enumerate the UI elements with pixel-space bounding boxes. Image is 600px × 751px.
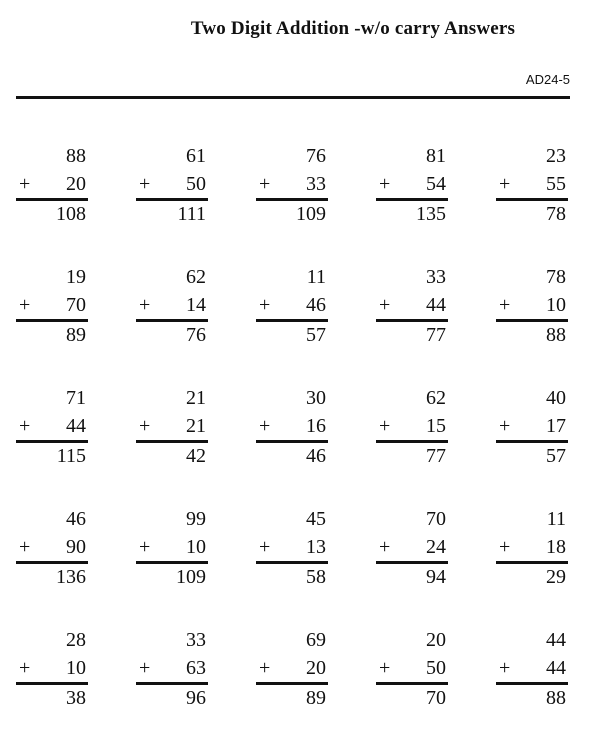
addend-bottom: 14 bbox=[186, 294, 206, 316]
addend-top: 70 bbox=[426, 508, 446, 530]
addend-top: 81 bbox=[426, 145, 446, 167]
addend-top: 45 bbox=[306, 508, 326, 530]
problem-19 bbox=[376, 505, 448, 590]
addend-bottom: 21 bbox=[186, 415, 206, 437]
addend-top: 69 bbox=[306, 629, 326, 651]
answer: 78 bbox=[546, 203, 566, 225]
plus-sign: + bbox=[259, 415, 271, 437]
problem-11 bbox=[16, 384, 88, 469]
addend-top: 44 bbox=[546, 629, 566, 651]
plus-sign: + bbox=[379, 536, 391, 558]
worksheet-title: Two Digit Addition -w/o carry Answers bbox=[190, 18, 516, 39]
addend-bottom: 10 bbox=[66, 657, 86, 679]
plus-sign: + bbox=[19, 173, 31, 195]
addend-bottom: 55 bbox=[546, 173, 566, 195]
addend-top: 11 bbox=[546, 508, 566, 530]
addend-top: 28 bbox=[66, 629, 86, 651]
header-divider bbox=[16, 96, 570, 99]
addend-bottom: 50 bbox=[186, 173, 206, 195]
addend-top: 62 bbox=[426, 387, 446, 409]
plus-sign: + bbox=[139, 294, 151, 316]
problem-3 bbox=[256, 142, 328, 227]
plus-sign: + bbox=[259, 294, 271, 316]
plus-sign: + bbox=[499, 536, 511, 558]
plus-sign: + bbox=[499, 415, 511, 437]
problem-18 bbox=[256, 505, 328, 590]
addend-bottom: 10 bbox=[186, 536, 206, 558]
addend-bottom: 10 bbox=[546, 294, 566, 316]
addend-top: 76 bbox=[306, 145, 326, 167]
addend-top: 30 bbox=[306, 387, 326, 409]
answer: 58 bbox=[306, 566, 326, 588]
addend-top: 11 bbox=[306, 266, 326, 288]
answer: 135 bbox=[416, 203, 446, 225]
answer: 57 bbox=[546, 445, 566, 467]
addend-bottom: 20 bbox=[66, 173, 86, 195]
problem-24 bbox=[376, 626, 448, 711]
problem-15 bbox=[496, 384, 568, 469]
plus-sign: + bbox=[139, 536, 151, 558]
addend-bottom: 44 bbox=[546, 657, 566, 679]
answer: 76 bbox=[186, 324, 206, 346]
addend-bottom: 54 bbox=[426, 173, 446, 195]
answer: 136 bbox=[56, 566, 86, 588]
answer: 89 bbox=[66, 324, 86, 346]
addend-top: 20 bbox=[426, 629, 446, 651]
problem-20 bbox=[496, 505, 568, 590]
problem-23 bbox=[256, 626, 328, 711]
addend-top: 88 bbox=[66, 145, 86, 167]
problem-10 bbox=[496, 263, 568, 348]
addend-top: 23 bbox=[546, 145, 566, 167]
addend-bottom: 13 bbox=[306, 536, 326, 558]
addend-top: 99 bbox=[186, 508, 206, 530]
answer: 29 bbox=[546, 566, 566, 588]
addend-bottom: 50 bbox=[426, 657, 446, 679]
plus-sign: + bbox=[259, 536, 271, 558]
plus-sign: + bbox=[379, 173, 391, 195]
answer: 77 bbox=[426, 445, 446, 467]
addend-bottom: 44 bbox=[66, 415, 86, 437]
answer: 109 bbox=[176, 566, 206, 588]
addend-bottom: 33 bbox=[306, 173, 326, 195]
addend-top: 71 bbox=[66, 387, 86, 409]
problem-17 bbox=[136, 505, 208, 590]
plus-sign: + bbox=[379, 415, 391, 437]
answer: 46 bbox=[306, 445, 326, 467]
addend-top: 61 bbox=[186, 145, 206, 167]
addend-bottom: 46 bbox=[306, 294, 326, 316]
addend-bottom: 17 bbox=[546, 415, 566, 437]
answer: 109 bbox=[296, 203, 326, 225]
answer: 57 bbox=[306, 324, 326, 346]
problem-12 bbox=[136, 384, 208, 469]
addend-top: 62 bbox=[186, 266, 206, 288]
plus-sign: + bbox=[139, 657, 151, 679]
plus-sign: + bbox=[19, 294, 31, 316]
addend-bottom: 18 bbox=[546, 536, 566, 558]
plus-sign: + bbox=[499, 657, 511, 679]
answer: 108 bbox=[56, 203, 86, 225]
answer: 94 bbox=[426, 566, 446, 588]
plus-sign: + bbox=[379, 294, 391, 316]
answer: 88 bbox=[546, 324, 566, 346]
answer: 96 bbox=[186, 687, 206, 709]
plus-sign: + bbox=[19, 657, 31, 679]
addend-bottom: 20 bbox=[306, 657, 326, 679]
addend-bottom: 15 bbox=[426, 415, 446, 437]
plus-sign: + bbox=[499, 294, 511, 316]
problem-22 bbox=[136, 626, 208, 711]
problem-16 bbox=[16, 505, 88, 590]
answer: 111 bbox=[177, 203, 206, 225]
problem-25 bbox=[496, 626, 568, 711]
addend-top: 21 bbox=[186, 387, 206, 409]
addend-top: 78 bbox=[546, 266, 566, 288]
problem-14 bbox=[376, 384, 448, 469]
plus-sign: + bbox=[139, 415, 151, 437]
addend-bottom: 90 bbox=[66, 536, 86, 558]
answer: 88 bbox=[546, 687, 566, 709]
addend-bottom: 24 bbox=[426, 536, 446, 558]
addend-bottom: 16 bbox=[306, 415, 326, 437]
problem-6 bbox=[16, 263, 88, 348]
problem-9 bbox=[376, 263, 448, 348]
plus-sign: + bbox=[259, 657, 271, 679]
problem-21 bbox=[16, 626, 88, 711]
answer: 38 bbox=[66, 687, 86, 709]
addend-bottom: 63 bbox=[186, 657, 206, 679]
addend-top: 46 bbox=[66, 508, 86, 530]
plus-sign: + bbox=[19, 536, 31, 558]
answer: 89 bbox=[306, 687, 326, 709]
answer: 77 bbox=[426, 324, 446, 346]
plus-sign: + bbox=[259, 173, 271, 195]
addend-bottom: 44 bbox=[426, 294, 446, 316]
problem-4 bbox=[376, 142, 448, 227]
addend-bottom: 70 bbox=[66, 294, 86, 316]
plus-sign: + bbox=[499, 173, 511, 195]
problem-1 bbox=[16, 142, 88, 227]
problem-7 bbox=[136, 263, 208, 348]
plus-sign: + bbox=[139, 173, 151, 195]
plus-sign: + bbox=[19, 415, 31, 437]
addend-top: 40 bbox=[546, 387, 566, 409]
problem-5 bbox=[496, 142, 568, 227]
problem-13 bbox=[256, 384, 328, 469]
problem-8 bbox=[256, 263, 328, 348]
addend-top: 19 bbox=[66, 266, 86, 288]
addend-top: 33 bbox=[426, 266, 446, 288]
answer: 70 bbox=[426, 687, 446, 709]
worksheet-code: AD24-5 bbox=[525, 72, 570, 87]
problem-2 bbox=[136, 142, 208, 227]
plus-sign: + bbox=[379, 657, 391, 679]
answer: 115 bbox=[56, 445, 86, 467]
addend-top: 33 bbox=[186, 629, 206, 651]
problem-grid bbox=[16, 142, 576, 711]
answer: 42 bbox=[186, 445, 206, 467]
